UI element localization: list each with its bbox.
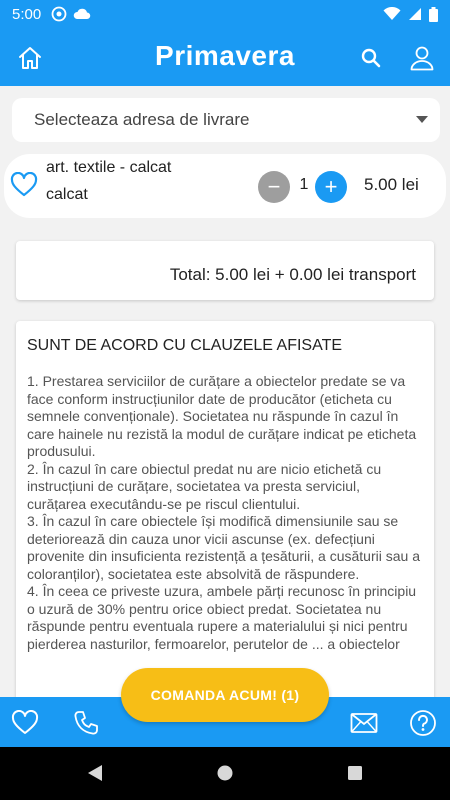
terms-title: SUNT DE ACORD CU CLAUZELE AFISATE <box>27 337 343 354</box>
total-card <box>16 241 434 300</box>
heart-icon <box>11 710 39 736</box>
favorite-button[interactable] <box>10 172 38 203</box>
increase-quantity-button[interactable]: + <box>315 171 347 203</box>
at-sign-icon <box>51 6 67 22</box>
help-icon <box>409 709 437 737</box>
address-select-placeholder: Selecteaza adresa de livrare <box>34 110 250 129</box>
app-bar <box>0 28 450 86</box>
heart-outline-icon <box>10 172 38 198</box>
wifi-icon <box>383 7 401 21</box>
address-select[interactable] <box>12 98 440 142</box>
favorites-tab[interactable] <box>9 707 41 739</box>
message-tab[interactable] <box>348 707 380 739</box>
terms-paragraph-4: 4. În ceea ce priveste uzura, ambele părți recunosc în principiu o uzură de 30% pentru orice obiect predat. Societatea nu răspunde pentru eventuala rupere a materialului și nici pentru pierderea nasturilor, fermoarelor, perutelor de ... a obiectelor <box>27 583 417 652</box>
user-icon <box>409 45 435 71</box>
phone-icon <box>72 709 100 737</box>
signal-icon <box>408 7 422 21</box>
mail-icon <box>350 712 378 734</box>
order-now-button[interactable]: COMANDA ACUM! (1) <box>121 668 329 722</box>
status-bar <box>0 0 450 28</box>
item-price: 5.00 lei <box>364 175 419 194</box>
decrease-quantity-button[interactable]: − <box>258 171 290 203</box>
dropdown-caret-icon <box>416 116 428 124</box>
recents-icon[interactable] <box>346 763 364 783</box>
order-total: Total: 5.00 lei + 0.00 lei transport <box>169 265 416 284</box>
call-tab[interactable] <box>70 707 102 739</box>
terms-card <box>16 321 434 721</box>
back-icon[interactable] <box>86 763 104 783</box>
battery-icon <box>429 7 438 22</box>
item-name-line1: art. textile - calcat <box>46 159 172 176</box>
account-button[interactable] <box>406 42 438 74</box>
search-button[interactable] <box>355 42 387 74</box>
status-time: 5:00 <box>12 5 42 23</box>
cloud-icon <box>73 7 91 21</box>
quantity-value: 1 <box>299 176 309 193</box>
system-nav-bar <box>0 747 450 800</box>
search-icon <box>360 47 382 69</box>
terms-paragraph-1: 1. Prestarea serviciilor de curățare a obiectelor predate se va face conform instrucțiunilor date de producător (eticheta cu semnele convenționale). Societatea nu răspunde în cazul în care hainele nu rezistă la modul de curățare indicat pe eticheta produsului. <box>27 373 417 459</box>
terms-paragraph-2: 2. În cazul în care obiectul predat nu are nicio etichetă cu instrucțiuni de curățare, societatea va presta serviciul, curățarea executându-se pe riscul clientului. <box>27 460 382 512</box>
item-name-line2: calcat <box>46 186 88 203</box>
cart-item <box>4 154 446 218</box>
help-tab[interactable] <box>407 707 439 739</box>
terms-paragraph-3: 3. În cazul în care obiectele își modifică dimensiunile sau se deteriorează din cauza unor vicii ascunse (ex. defecțiuni provenite din insuficienta rezistență a țesăturii, a cusăturii sau a coloranților), societatea este absolvită de răspundere. <box>27 513 420 582</box>
app-title: Primavera <box>155 40 295 71</box>
home-nav-icon[interactable] <box>216 763 234 783</box>
